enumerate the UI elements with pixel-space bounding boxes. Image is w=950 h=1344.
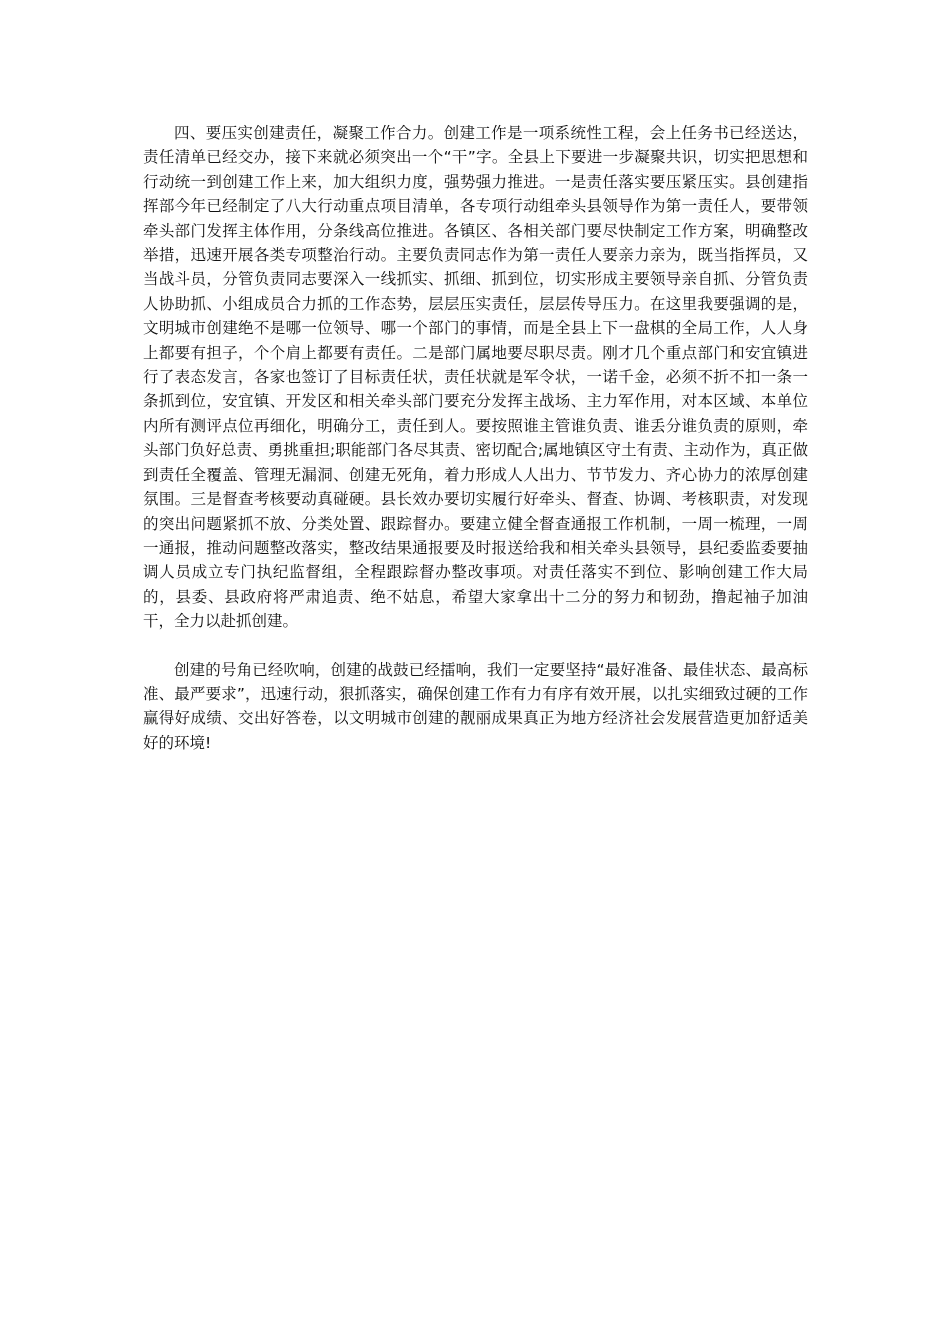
- paragraph-responsibility: 四、要压实创建责任，凝聚工作合力。创建工作是一项系统性工程，会上任务书已经送达，责任清单已经交办，接下来就必须突出一个“干”字。全县上下要进一步凝聚共识，切实把思想和行动统一到创建工作上来，加大组织力度，强势强力推进。一是责任落实要压紧压实。县创建指挥部今年已经制定了八大行动重点项目清单，各专项行动组牵头县领导作为第一责任人，要带领牵头部门发挥主体作用，分条线高位推进。各镇区、各相关部门要尽快制定工作方案，明确整改举措，迅速开展各类专项整治行动。主要负责同志作为第一责任人要亲力亲为，既当指挥员，又当战斗员，分管负责同志要深入一线抓实、抓细、抓到位，切实形成主要领导亲自抓、分管负责人协助抓、小组成员合力抓的工作态势，层层压实责任，层层传导压力。在这里我要强调的是，文明城市创建绝不是哪一位领导、哪一个部门的事情，而是全县上下一盘棋的全局工作，人人身上都要有担子，个个肩上都要有责任。二是部门属地要尽职尽责。刚才几个重点部门和安宜镇进行了表态发言，各家也签订了目标责任状，责任状就是军令状，一诺千金，必须不折不扣一条一条抓到位，安宜镇、开发区和相关牵头部门要充分发挥主战场、主力军作用，对本区域、本单位内所有测评点位再细化，明确分工，责任到人。要按照谁主管谁负责、谁丢分谁负责的原则，牵头部门负好总责、勇挑重担;职能部门各尽其责、密切配合;属地镇区守土有责、主动作为，真正做到责任全覆盖、管理无漏洞、创建无死角，着力形成人人出力、节节发力、齐心协力的浓厚创建氛围。三是督查考核要动真碰硬。县长效办要切实履行好牵头、督查、协调、考核职责，对发现的突出问题紧抓不放、分类处置、跟踪督办。要建立健全督查通报工作机制，一周一梳理，一周一通报，推动问题整改落实，整改结果通报要及时报送给我和相关牵头县领导，县纪委监委要抽调人员成立专门执纪监督组，全程跟踪督办整改事项。对责任落实不到位、影响创建工作大局的，县委、县政府将严肃追责、绝不姑息，希望大家拿出十二分的努力和韧劲，撸起袖子加油干，全力以赴抓创建。: [143, 124, 808, 631]
- paragraph-closing: 创建的号角已经吹响，创建的战鼓已经擂响，我们一定要坚持“最好准备、最佳状态、最高标准、最严要求”，迅速行动，狠抓落实，确保创建工作有力有序有效开展，以扎实细致过硬的工作赢得好成绩、交出好答卷，以文明城市创建的靓丽成果真正为地方经济社会发展营造更加舒适美好的环境!: [143, 660, 808, 752]
- document-page: [143, 121, 808, 755]
